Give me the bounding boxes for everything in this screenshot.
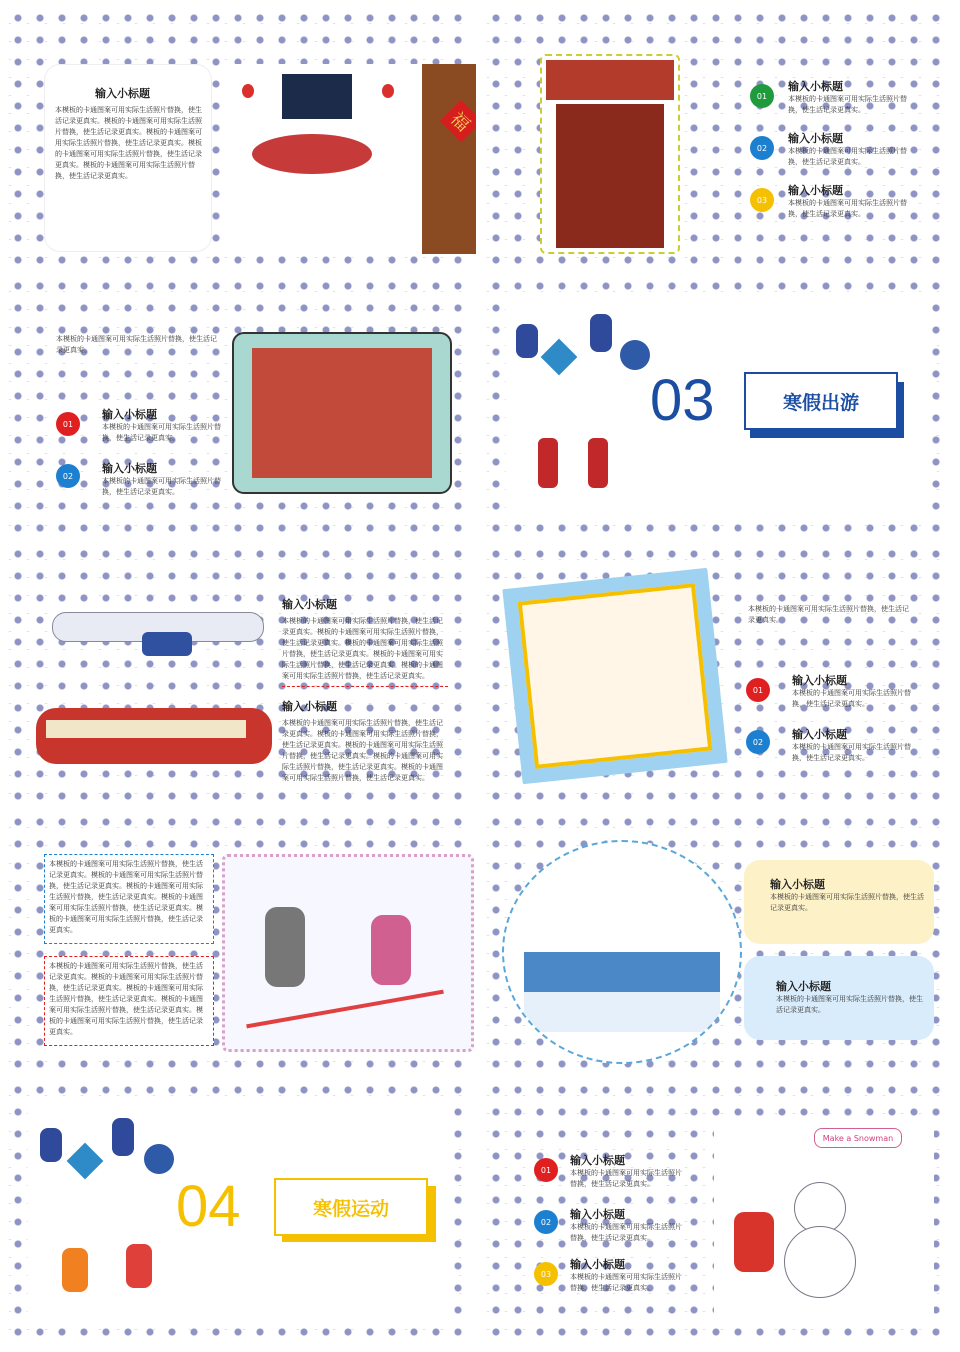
num-01: 01 [750,84,774,108]
text-card-1 [44,854,214,944]
lanterns [510,284,650,394]
num-02: 02 [746,730,770,754]
card-1-text: 本模板的卡通图案可用实际生活照片替换，使生活记录更真实。模板的卡通图案可用实际生活照片替换，使生活记录更真实。模板的卡通图案可用实际生活照片替换，使生活记录更真实。模板的卡通图案可用实际生活照片替换，使生活记录更真实。模板的卡通图案可用实际生活照片替换，使生活记录更真实。 [49,860,203,934]
slide-3 [6,274,476,536]
item-3-text: 本模板的卡通图案可用实际生活照片替换，使生活记录更真实。 [788,199,907,218]
section-number: 03 [650,368,715,433]
num-03: 03 [534,1262,558,1286]
text-card-2 [44,956,214,1046]
subtitle-1: 输入小标题 [570,1154,625,1167]
num-02: 02 [750,136,774,160]
subtitle-1: 输入小标题 [282,598,337,611]
item-2-text: 本模板的卡通图案可用实际生活照片替换，使生活记录更真实。 [102,477,221,496]
item-1-text: 本模板的卡通图案可用实际生活照片替换，使生活记录更真实。 [788,95,907,114]
item-1-text: 本模板的卡通图案可用实际生活照片替换，使生活记录更真实。 [570,1169,682,1188]
family-walking [534,424,614,514]
num-01: 01 [56,412,80,436]
family-photo-frame [232,332,452,494]
lanterns [36,1088,176,1198]
subtitle-2: 输入小标题 [788,132,843,145]
intro-text: 本模板的卡通图案可用实际生活照片替换，使生活记录更真实。 [748,605,909,624]
fu-sign: 福 [440,100,476,142]
item-2-text: 本模板的卡通图案可用实际生活照片替换，使生活记录更真实。 [570,1223,682,1242]
slide-6 [484,542,954,804]
slide-1 [6,6,476,268]
num-01: 01 [534,1158,558,1182]
slide-4 [484,274,954,536]
yellow-card [744,860,934,944]
item-1-text: 本模板的卡通图案可用实际生活照片替换，使生活记录更真实。模板的卡通图案可用实际生活照片替换，使生活记录更真实。模板的卡通图案可用实际生活照片替换，使生活记录更真实。模板的卡通图案可用实际生活照片替换，使生活记录更真实。模板的卡通图案可用实际生活照片替换，使生活记录更真实。 [282,617,443,680]
section-number: 04 [176,1174,241,1239]
num-01: 01 [746,678,770,702]
subtitle-2: 输入小标题 [282,700,337,713]
slide-10 [484,1078,954,1340]
subtitle-2: 输入小标题 [570,1208,625,1221]
item-3-text: 本模板的卡通图案可用实际生活照片替换，使生活记录更真实。 [570,1273,682,1292]
item-1-text: 本模板的卡通图案可用实际生活照片替换，使生活记录更真实。 [102,423,221,442]
num-02: 02 [56,464,80,488]
blue-card [744,956,934,1040]
subtitle-1: 输入小标题 [792,674,847,687]
slide-8 [484,810,954,1072]
num-02: 02 [534,1210,558,1234]
item-1-text: 本模板的卡通图案可用实际生活照片替换，使生活记录更真实。 [792,689,911,708]
skiing-kids [56,1238,166,1318]
subtitle: 输入小标题 [95,87,150,100]
subtitle-1: 输入小标题 [102,408,157,421]
subtitle-2: 输入小标题 [776,980,831,993]
body-text: 本模板的卡通图案可用实际生活照片替换，使生活记录更真实。模板的卡通图案可用实际生活照片替换，使生活记录更真实。模板的卡通图案可用实际生活照片替换，使生活记录更真实。模板的卡通图案可用实际生活照片替换，使生活记录更真实。模板的卡通图案可用实际生活照片替换，使生活记录更真实。 [55,106,202,180]
slide-5 [6,542,476,804]
subtitle-3: 输入小标题 [570,1258,625,1271]
snowman-sign: Make a Snowman [814,1128,902,1148]
subtitle-2: 输入小标题 [102,462,157,475]
item-1-text: 本模板的卡通图案可用实际生活照片替换，使生活记录更真实。 [770,893,924,912]
new-year-door-image [540,54,680,254]
item-2-text: 本模板的卡通图案可用实际生活照片替换，使生活记录更真实。 [788,147,907,166]
subtitle-1: 输入小标题 [788,80,843,93]
num-03: 03 [750,188,774,212]
divider [282,686,448,687]
hot-spring-photo-frame [502,568,727,784]
snowman-image [714,1122,934,1322]
item-2-text: 本模板的卡通图案可用实际生活照片替换，使生活记录更真实。 [776,995,923,1014]
wooden-door [422,64,476,254]
skiing-image [222,854,474,1052]
slide-9 [6,1078,476,1340]
intro-text: 本模板的卡通图案可用实际生活照片替换，使生活记录更真实。 [56,335,217,354]
airplane-image [52,592,272,662]
section-title: 寒假运动 [274,1178,428,1236]
item-2-text: 本模板的卡通图案可用实际生活照片替换，使生活记录更真实。模板的卡通图案可用实际生活照片替换，使生活记录更真实。模板的卡通图案可用实际生活照片替换，使生活记录更真实。模板的卡通图案可用实际生活照片替换，使生活记录更真实。模板的卡通图案可用实际生活照片替换，使生活记录更真实。 [282,719,443,782]
item-2-text: 本模板的卡通图案可用实际生活照片替换，使生活记录更真实。 [792,743,911,762]
subtitle-1: 输入小标题 [770,878,825,891]
slide-2 [484,6,954,268]
text-card [44,64,212,252]
train-image [36,702,276,772]
subtitle-2: 输入小标题 [792,728,847,741]
section-title: 寒假出游 [744,372,898,430]
slide-7 [6,810,476,1072]
subtitle-3: 输入小标题 [788,184,843,197]
winter-landscape-circle [502,840,742,1064]
card-2-text: 本模板的卡通图案可用实际生活照片替换，使生活记录更真实。模板的卡通图案可用实际生活照片替换，使生活记录更真实。模板的卡通图案可用实际生活照片替换，使生活记录更真实。模板的卡通图案可用实际生活照片替换，使生活记录更真实。模板的卡通图案可用实际生活照片替换，使生活记录更真实。 [49,962,203,1036]
family-dinner-image [222,64,422,254]
